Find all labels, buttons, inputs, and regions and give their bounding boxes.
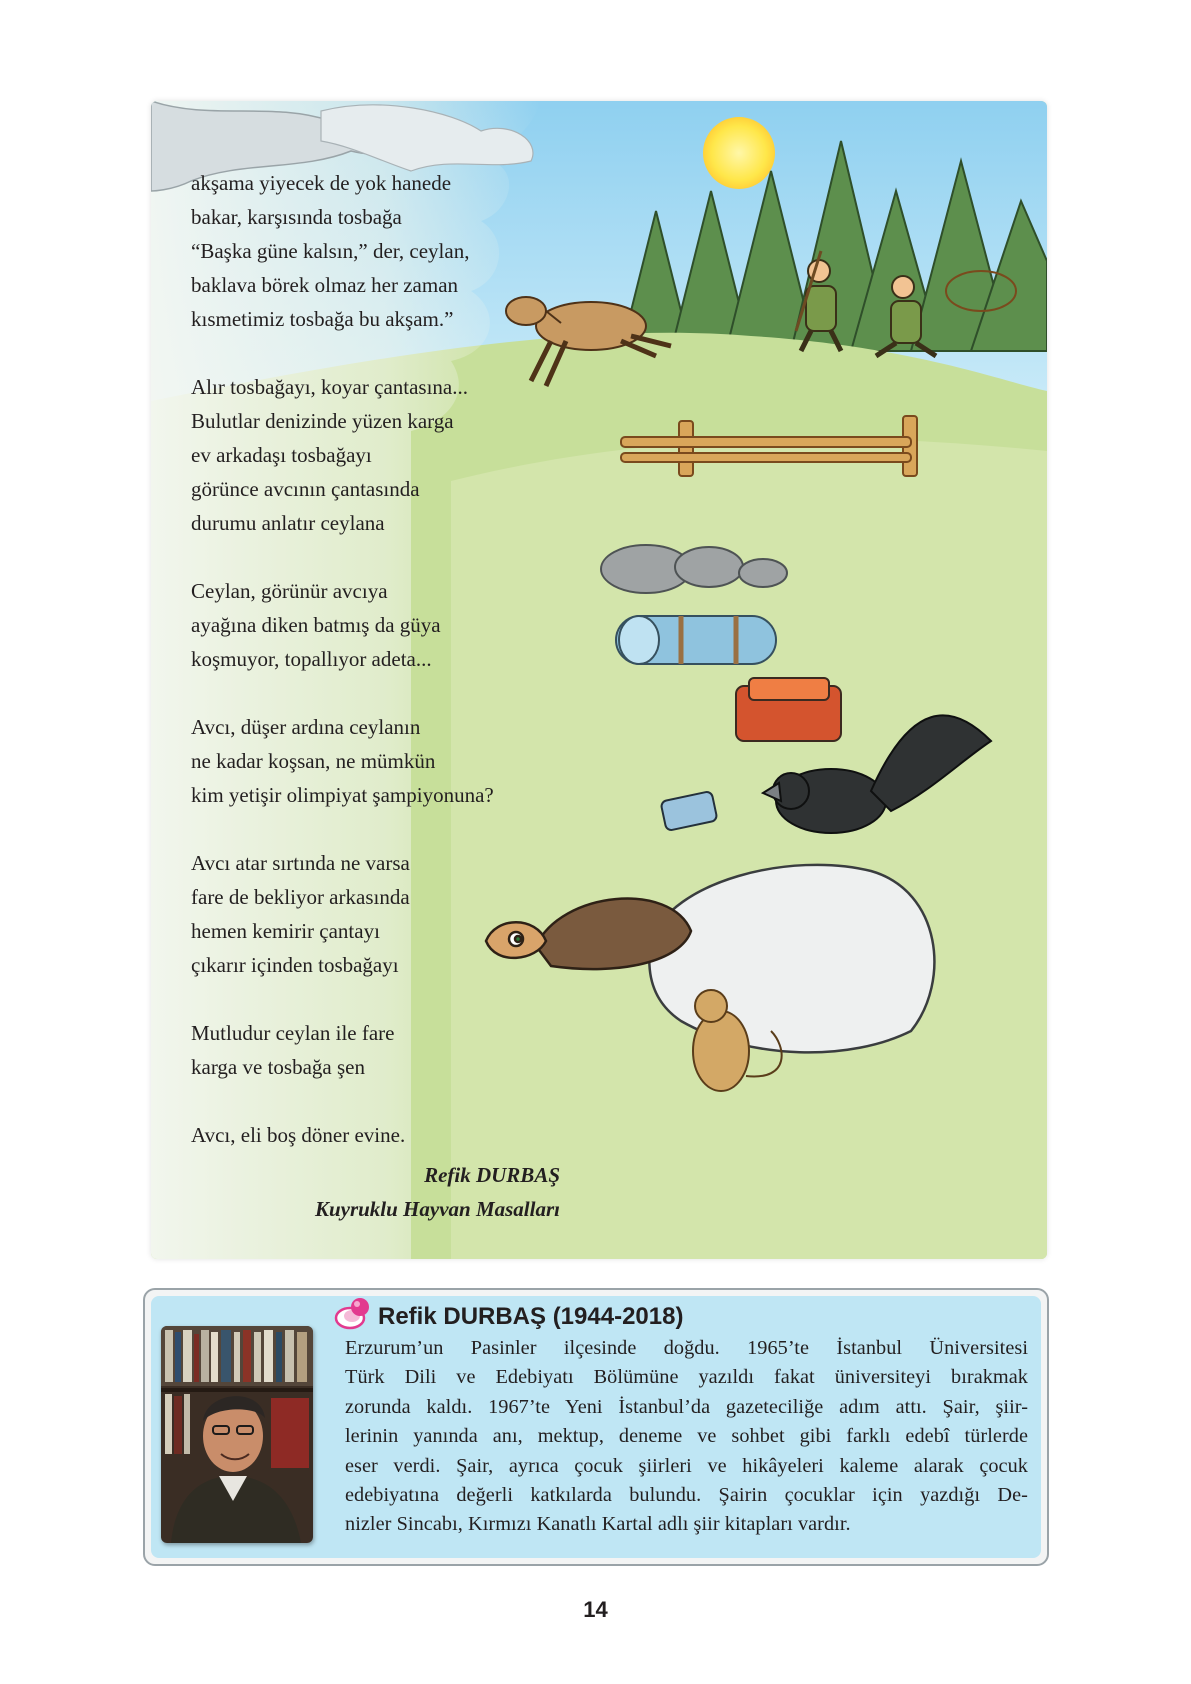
bio-line: Türk Dili ve Edebiyatı Bölümüne yazıldı fakat üniversiteyi bırakmak — [345, 1366, 1028, 1389]
author-photo — [161, 1326, 313, 1543]
poem-line: koşmuyor, topallıyor adeta... — [191, 647, 432, 671]
poem-line: Bulutlar denizinde yüzen karga — [191, 409, 454, 433]
poem-line: hemen kemirir çantayı — [191, 919, 380, 943]
poem-line: fare de bekliyor arkasında — [191, 885, 410, 909]
poem-stanza — [191, 574, 591, 676]
bio-line: eser verdi. Şair, ayrıca çocuk şiirleri ve hikâyeleri kaleme alarak çocuk — [345, 1454, 1028, 1477]
poem-line: Avcı atar sırtında ne varsa — [191, 851, 410, 875]
poem-line: Ceylan, görünür avcıya — [191, 579, 388, 603]
poem-line: ev arkadaşı tosbağayı — [191, 443, 372, 467]
poem-line: kısmetimiz tosbağa bu akşam.” — [191, 307, 454, 331]
bio-line: Erzurum’un Pasinler ilçesinde doğdu. 1965’te İstanbul Üniversitesi — [345, 1337, 1028, 1359]
page-number: 14 — [583, 1597, 608, 1622]
poem-stanza — [191, 710, 591, 812]
poem-line: durumu anlatır ceylana — [191, 511, 385, 535]
poem-line: Mutludur ceylan ile fare — [191, 1021, 395, 1045]
poem-line: ne kadar koşsan, ne mümkün — [191, 749, 436, 773]
backpack — [736, 678, 841, 741]
bio-line: zorunda kaldı. 1967’te Yeni İstanbul’da gazeteciliğe adım attı. Şair, şiir- — [345, 1395, 1028, 1418]
poem-stanza — [191, 1118, 591, 1152]
poem-line: Alır tosbağayı, koyar çantasına... — [191, 375, 468, 399]
sun — [703, 117, 775, 189]
poem-source: Kuyruklu Hayvan Masalları — [314, 1197, 560, 1221]
poem-signature — [315, 1158, 560, 1226]
bio-text — [345, 1334, 1028, 1540]
bio-line: lerinin yanında anı, mektup, deneme ve sohbet gibi farklı edebî türlerde — [345, 1425, 1028, 1448]
bio-line: nizler Sincabı, Kırmızı Kanatlı Kartal adlı şiir kitapları vardır. — [345, 1513, 851, 1536]
poem-line: baklava börek olmaz her zaman — [191, 273, 459, 297]
bedroll — [616, 616, 776, 664]
poem-line: akşama yiyecek de yok hanede — [191, 171, 452, 195]
pin-icon — [334, 1296, 374, 1332]
bio-title: Refik DURBAŞ (1944-2018) — [378, 1303, 684, 1330]
poem-line: Avcı, eli boş döner evine. — [191, 1123, 406, 1147]
bio-line: edebiyatına değerli katkılarda bulundu. Şairin çocuklar için yazdığı De- — [345, 1484, 1028, 1507]
poem-line: ayağına diken batmış da güya — [191, 613, 441, 637]
poem-line: karga ve tosbağa şen — [191, 1055, 365, 1079]
poem-stanza — [191, 370, 591, 540]
poem-line: çıkarır içinden tosbağayı — [191, 953, 399, 977]
poem-stanza — [191, 1016, 591, 1084]
poem-line: görünce avcının çantasında — [191, 477, 420, 501]
poem — [191, 166, 591, 1186]
poem-stanza — [191, 846, 591, 982]
poem-line: Avcı, düşer ardına ceylanın — [191, 715, 421, 739]
poem-line: “Başka güne kalsın,” der, ceylan, — [191, 239, 470, 263]
poem-line: bakar, karşısında tosbağa — [191, 205, 402, 229]
poem-author: Refik DURBAŞ — [424, 1163, 560, 1187]
poem-stanza — [191, 166, 591, 336]
poem-line: kim yetişir olimpiyat şampiyonuna? — [191, 783, 494, 807]
